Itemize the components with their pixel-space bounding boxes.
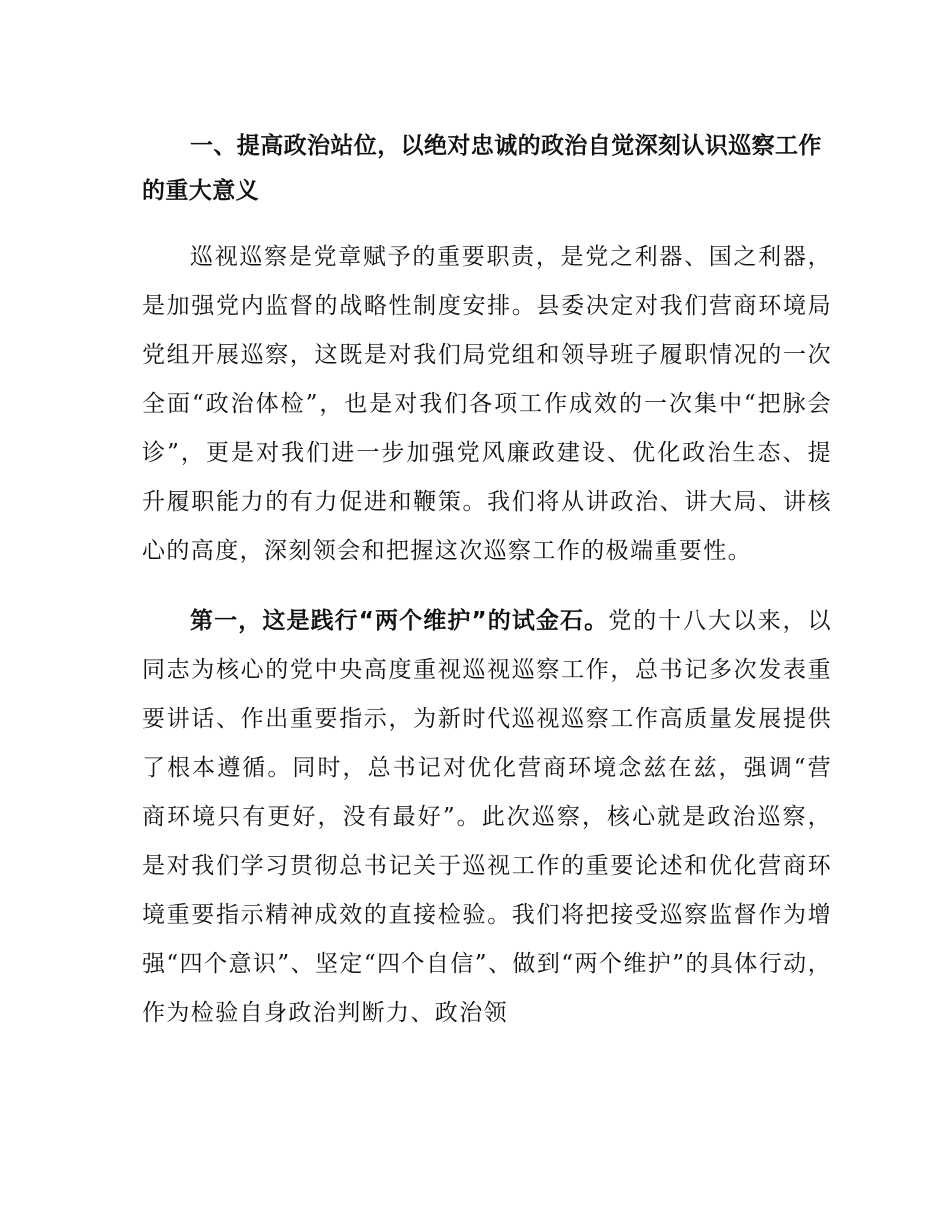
paragraph-significance: 巡视巡察是党章赋予的重要职责，是党之利器、国之利器，是加强党内监督的战略性制度安排。县委决定对我们营商环境局党组开展巡察，这既是对我们局党组和领导班子履职情况的一次全面“政治体检”，也是对我们各项工作成效的一次集中“把脉会诊”，更是对我们进一步加强党风廉政建设、优化政治生态、提升履职能力的有力促进和鞭策。我们将从讲政治、讲大局、讲核心的高度，深刻领会和把握这次巡察工作的极端重要性。 bbox=[142, 244, 832, 564]
section-heading: 一、提高政治站位，以绝对忠诚的政治自觉深刻认识巡察工作的重大意义 bbox=[142, 133, 822, 204]
paragraph-first-point-body: 党的十八大以来，以同志为核心的党中央高度重视巡视巡察工作，总书记多次发表重要讲话、作出重要指示，为新时代巡视巡察工作高质量发展提供了根本遵循。同时，总书记对优化营商环境念兹在兹，强调“营商环境只有更好，没有最好”。此次巡察，核心就是政治巡察，是对我们学习贯彻总书记关于巡视工作的重要论述和优化营商环境重要指示精神成效的直接检验。我们将把接受巡察监督作为增强“四个意识”、坚定“四个自信”、做到“两个维护”的具体行动，作为检验自身政治判断力、政治领 bbox=[142, 608, 832, 1026]
paragraph-first-point bbox=[142, 597, 832, 1038]
paragraph-lead-sentence: 第一，这是践行“两个维护”的试金石。 bbox=[190, 608, 609, 634]
document-body bbox=[142, 124, 832, 1038]
